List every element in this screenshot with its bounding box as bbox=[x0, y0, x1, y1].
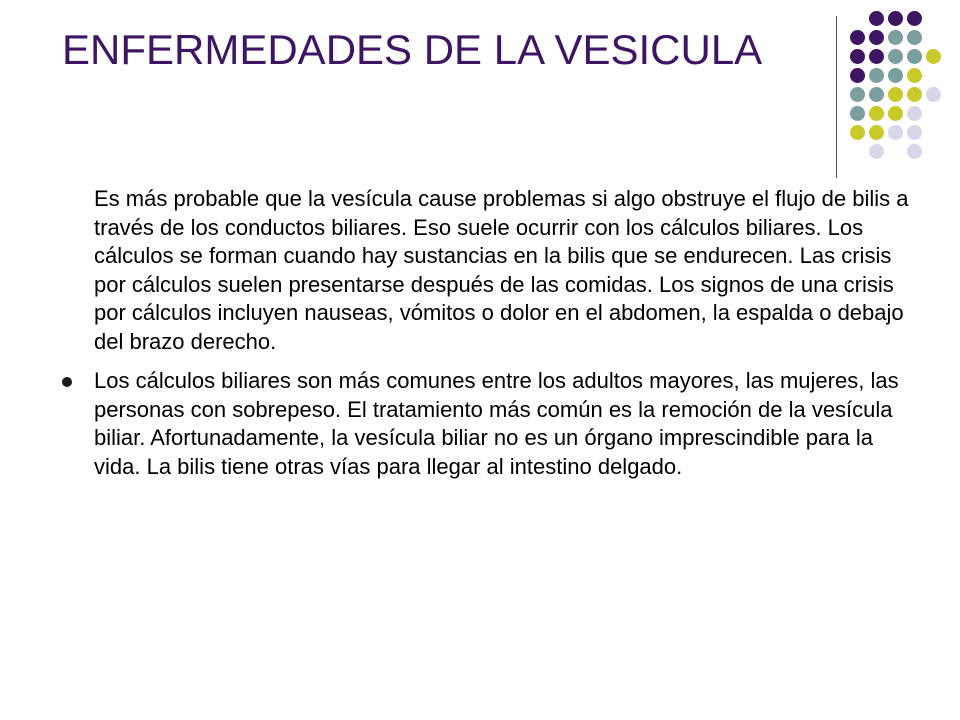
decorative-dot-icon bbox=[850, 87, 865, 102]
paragraph-intro bbox=[62, 185, 912, 356]
decorative-dot-icon bbox=[888, 87, 903, 102]
decorative-dot-icon bbox=[869, 68, 884, 83]
decorative-dot-icon bbox=[907, 30, 922, 45]
decorative-dot-icon bbox=[907, 49, 922, 64]
decorative-dot-icon bbox=[888, 30, 903, 45]
decorative-divider bbox=[836, 16, 837, 178]
decorative-dot-icon bbox=[907, 87, 922, 102]
decorative-dot-icon bbox=[869, 106, 884, 121]
decorative-dot-icon bbox=[926, 87, 941, 102]
decorative-dot-icon bbox=[888, 49, 903, 64]
decorative-dot-icon bbox=[869, 144, 884, 159]
decorative-dot-icon bbox=[888, 11, 903, 26]
slide-body bbox=[62, 185, 912, 492]
decorative-dot-icon bbox=[850, 68, 865, 83]
decorative-dot-icon bbox=[850, 106, 865, 121]
decorative-dot-icon bbox=[869, 125, 884, 140]
decorative-dot-icon bbox=[888, 68, 903, 83]
decorative-dot-icon bbox=[888, 106, 903, 121]
decorative-dot-icon bbox=[907, 11, 922, 26]
bullet-item-text: Los cálculos biliares son más comunes entre los adultos mayores, las mujeres, las personas con sobrepeso. El tratamiento más común es la remoción de la vesícula biliar. Afortunadamente, la vesícula biliar no es un órgano imprescindible para la vida. La bilis tiene otras vías para llegar al intestino delgado. bbox=[94, 368, 899, 479]
decorative-dot-icon bbox=[850, 125, 865, 140]
decorative-dot-grid bbox=[850, 11, 960, 161]
decorative-dot-icon bbox=[888, 125, 903, 140]
decorative-dot-icon bbox=[907, 68, 922, 83]
decorative-dot-icon bbox=[907, 125, 922, 140]
decorative-dot-icon bbox=[869, 49, 884, 64]
decorative-dot-icon bbox=[907, 106, 922, 121]
decorative-dot-icon bbox=[869, 11, 884, 26]
decorative-dot-icon bbox=[850, 49, 865, 64]
decorative-dot-icon bbox=[850, 30, 865, 45]
decorative-dot-icon bbox=[869, 30, 884, 45]
bullet-dot-icon bbox=[62, 377, 72, 387]
decorative-dot-icon bbox=[869, 87, 884, 102]
decorative-dot-icon bbox=[907, 144, 922, 159]
decorative-dot-icon bbox=[926, 49, 941, 64]
bullet-item bbox=[62, 367, 912, 481]
slide-title: ENFERMEDADES DE LA VESICULA bbox=[62, 26, 763, 73]
paragraph-intro-text: Es más probable que la vesícula cause problemas si algo obstruye el flujo de bilis a través de los conductos biliares. Eso suele ocurrir con los cálculos biliares. Los cálculos se forman cuando hay sustancias en la bilis que se endurecen. Las crisis por cálculos suelen presentarse después de las comidas. Los signos de una crisis por cálculos incluyen nauseas, vómitos o dolor en el abdomen, la espalda o debajo del brazo derecho. bbox=[94, 186, 909, 354]
